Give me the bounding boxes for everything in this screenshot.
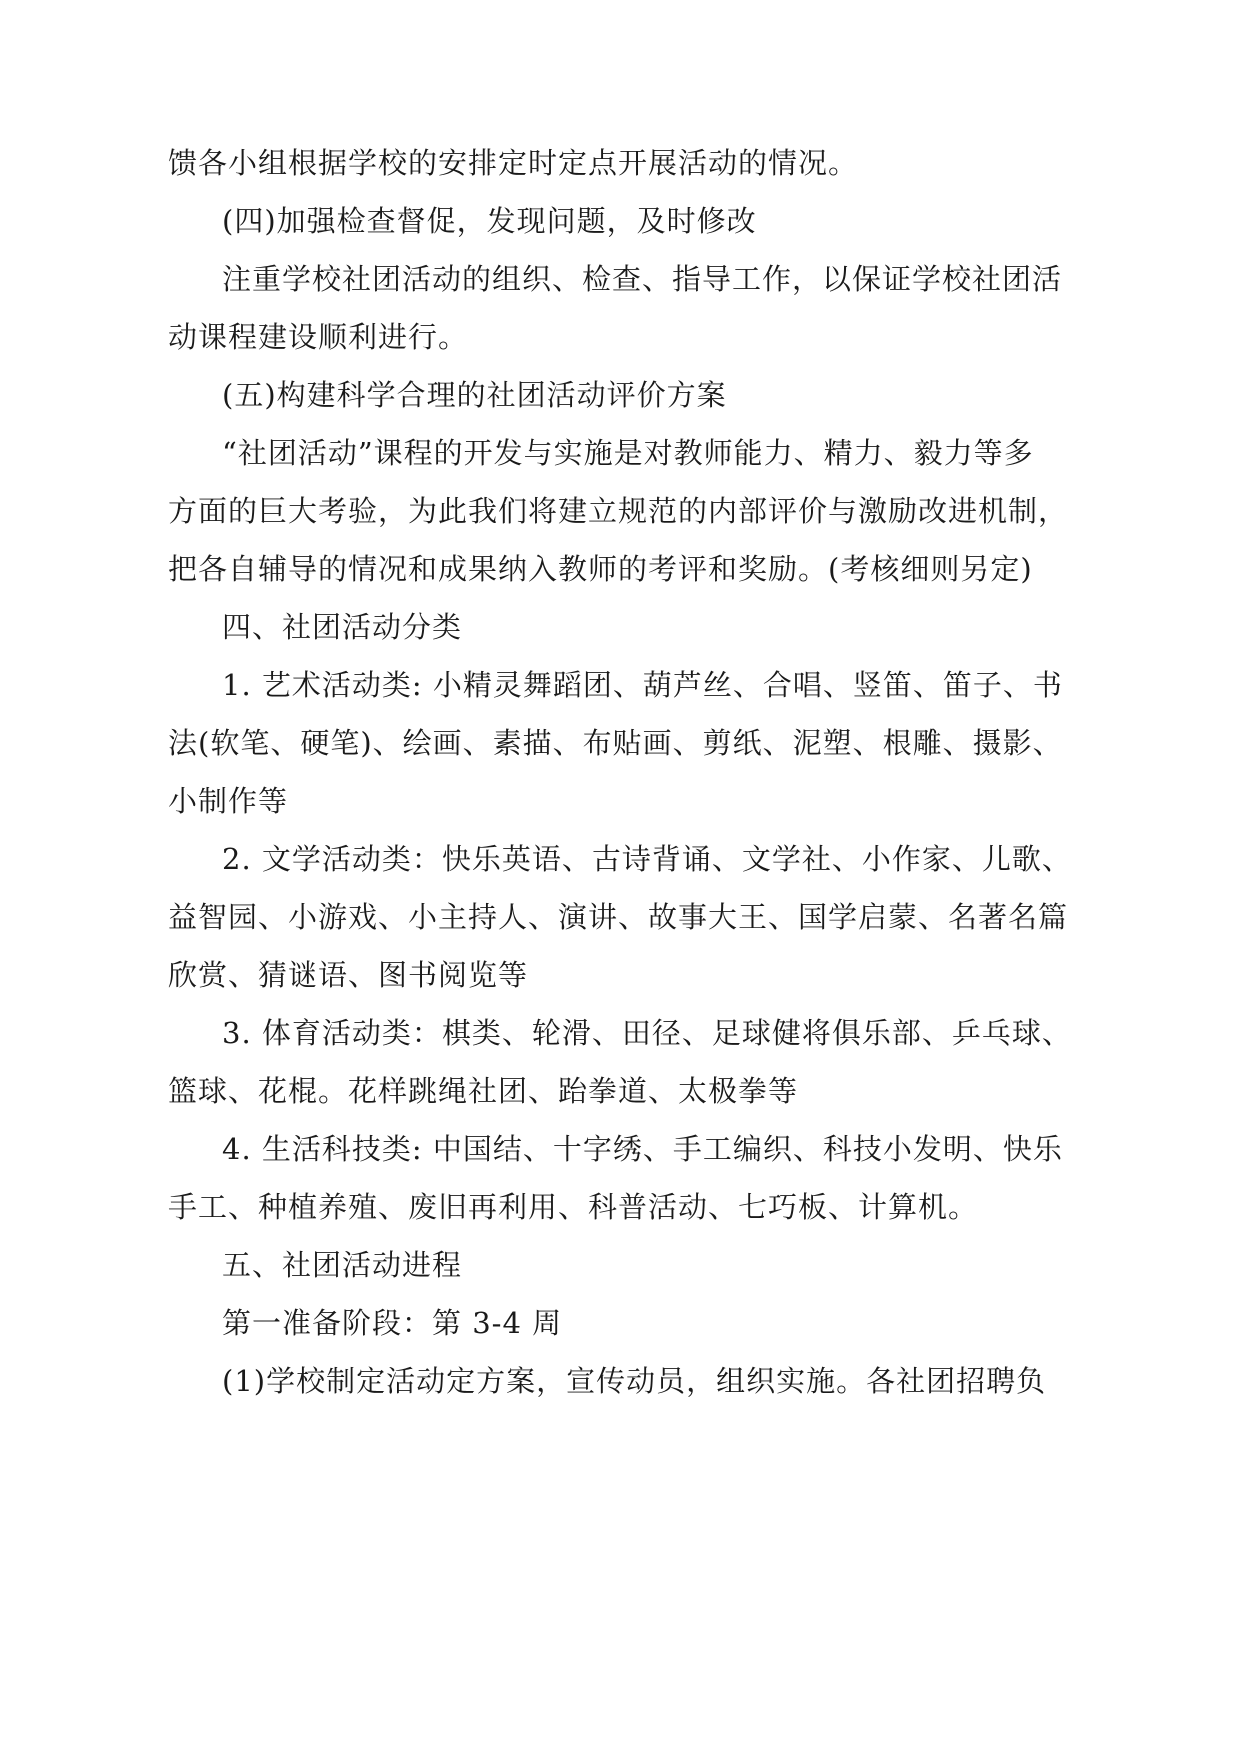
text-line-3: 注重学校社团活动的组织、检查、指导工作，以保证学校社团活 — [222, 262, 1063, 296]
chapter-heading-5: 五、社团活动进程 — [222, 1248, 463, 1282]
chapter-heading-4: 四、社团活动分类 — [222, 610, 463, 644]
text-line-19: 手工、种植养殖、废旧再利用、科普活动、七巧板、计算机。 — [168, 1190, 979, 1224]
text-line-10: 1. 艺术活动类: 小精灵舞蹈团、葫芦丝、合唱、竖笛、笛子、书 — [222, 668, 1063, 702]
text-line-12: 小制作等 — [168, 784, 289, 818]
text-line-17: 篮球、花棍。花样跳绳社团、跆拳道、太极拳等 — [168, 1074, 799, 1108]
text-line-15: 欣赏、猜谜语、图书阅览等 — [168, 958, 529, 992]
text-line-14: 益智园、小游戏、小主持人、演讲、故事大王、国学启蒙、名著名篇 — [168, 900, 1069, 934]
text-line-6: “社团活动”课程的开发与实施是对教师能力、精力、毅力等多 — [222, 436, 1034, 470]
section-heading-4: (四)加强检查督促，发现问题，及时修改 — [222, 204, 757, 238]
text-line-22: (1)学校制定活动定方案，宣传动员，组织实施。各社团招聘负 — [222, 1364, 1047, 1398]
text-line-1: 馈各小组根据学校的安排定时定点开展活动的情况。 — [168, 146, 859, 180]
section-heading-5: (五)构建科学合理的社团活动评价方案 — [222, 378, 727, 412]
text-line-16: 3. 体育活动类：棋类、轮滑、田径、足球健将俱乐部、乒乓球、 — [222, 1016, 1072, 1050]
text-line-4: 动课程建设顺利进行。 — [168, 320, 469, 354]
text-line-11: 法(软笔、硬笔)、绘画、素描、布贴画、剪纸、泥塑、根雕、摄影、 — [168, 726, 1063, 760]
stage-heading: 第一准备阶段：第 3-4 周 — [222, 1306, 563, 1340]
text-line-8: 把各自辅导的情况和成果纳入教师的考评和奖励。(考核细则另定) — [168, 552, 1033, 586]
text-line-18: 4. 生活科技类: 中国结、十字绣、手工编织、科技小发明、快乐 — [222, 1132, 1063, 1166]
text-line-7: 方面的巨大考验，为此我们将建立规范的内部评价与激励改进机制， — [168, 494, 1069, 528]
text-line-13: 2. 文学活动类：快乐英语、古诗背诵、文学社、小作家、儿歌、 — [222, 842, 1072, 876]
